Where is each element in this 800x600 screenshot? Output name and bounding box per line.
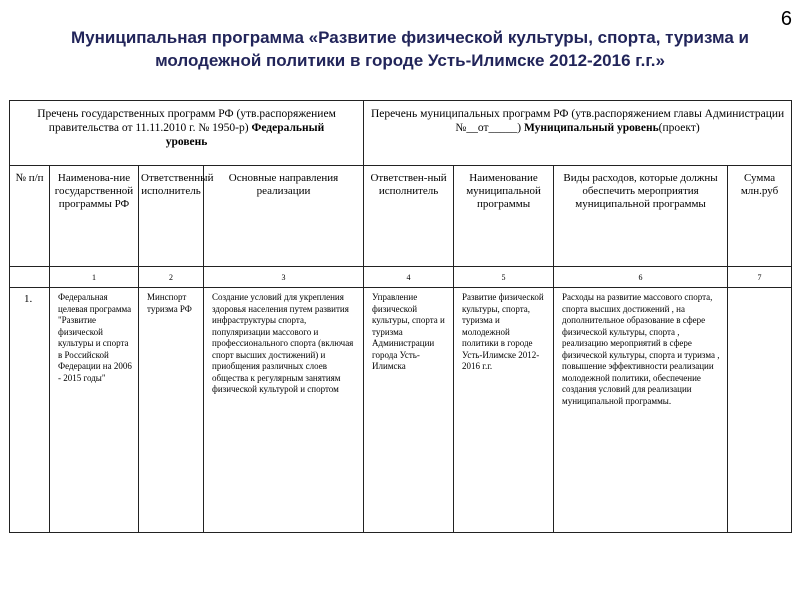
- municipal-header-tail: (проект): [658, 122, 700, 134]
- gov-executor-cell: Минспорт туризма РФ: [139, 288, 204, 533]
- table-group-header: [10, 101, 792, 166]
- column-header: Наименование муниципальной программы: [454, 166, 554, 267]
- column-header: Ответственный исполнитель: [139, 166, 204, 267]
- federal-level-label: Федеральный уровень: [165, 122, 325, 148]
- column-number: [10, 267, 50, 288]
- column-header: Сумма млн.руб: [728, 166, 792, 267]
- column-number: 4: [364, 267, 454, 288]
- federal-header-text: Пречень государственных программ РФ (утв.распоряжением правительства от 11.11.2010 г. № 1950-р): [37, 108, 336, 134]
- column-number: 1: [50, 267, 139, 288]
- row-number: 1.: [10, 288, 50, 533]
- expenses-cell: Расходы на развитие массового спорта, спорта высших достижений , на дополнительное образование в сфере физической культуры, спорта , реализацию мероприятий в сфере физической культуры, спорта и туризма , повышение эффективности реализации молодежной политики, обеспечение создания условий для реализации муниципальной программы.: [554, 288, 728, 533]
- mun-program-cell: Развитие физической культуры, спорта, туризма и молодежной политики в городе Усть-Илимске 2012-2016 г.г.: [454, 288, 554, 533]
- table-column-headers: [10, 166, 792, 267]
- column-header: Наименова-ние государственной программы РФ: [50, 166, 139, 267]
- municipal-level-header: [364, 101, 792, 166]
- column-number: 6: [554, 267, 728, 288]
- municipal-level-label: Муниципальный уровень: [523, 122, 659, 134]
- gov-program-cell: Федеральная целевая программа "Развитие физической культуры и спорта в Российской Федерации на 2006 - 2015 годы": [50, 288, 139, 533]
- table-row: [10, 288, 792, 533]
- column-number: 3: [204, 267, 364, 288]
- municipal-header-text: Перечень муниципальных программ РФ (утв.распоряжением главы Администрации №__от_____): [370, 108, 785, 134]
- column-header: Ответствен-ный исполнитель: [364, 166, 454, 267]
- column-number-row: [10, 267, 792, 288]
- federal-level-header: [10, 101, 364, 166]
- column-header: Виды расходов, которые должны обеспечить мероприятия муниципальной программы: [554, 166, 728, 267]
- column-header: № п/п: [10, 166, 50, 267]
- column-number: 5: [454, 267, 554, 288]
- column-header: Основные направления реализации: [204, 166, 364, 267]
- directions-cell: Создание условий для укрепления здоровья населения путем развития инфраструктуры спорта, популяризации массового и профессионального спорта (включая спорт высших достижений) и приобщения различных слоев общества к регулярным занятиям физической культурой и спортом: [204, 288, 364, 533]
- programs-table: [9, 100, 792, 533]
- slide-number: 6: [780, 8, 792, 30]
- title-line-1: Муниципальная программа «Развитие физической культуры, спорта, туризма и: [71, 28, 749, 47]
- mun-executor-cell: Управление физической культуры, спорта и туризма Администрации города Усть-Илимска: [364, 288, 454, 533]
- title-line-2: молодежной политики в городе Усть-Илимске 2012-2016 г.г.»: [155, 51, 665, 70]
- column-number: 7: [728, 267, 792, 288]
- amount-cell: [728, 288, 792, 533]
- page-title: [40, 26, 780, 72]
- column-number: 2: [139, 267, 204, 288]
